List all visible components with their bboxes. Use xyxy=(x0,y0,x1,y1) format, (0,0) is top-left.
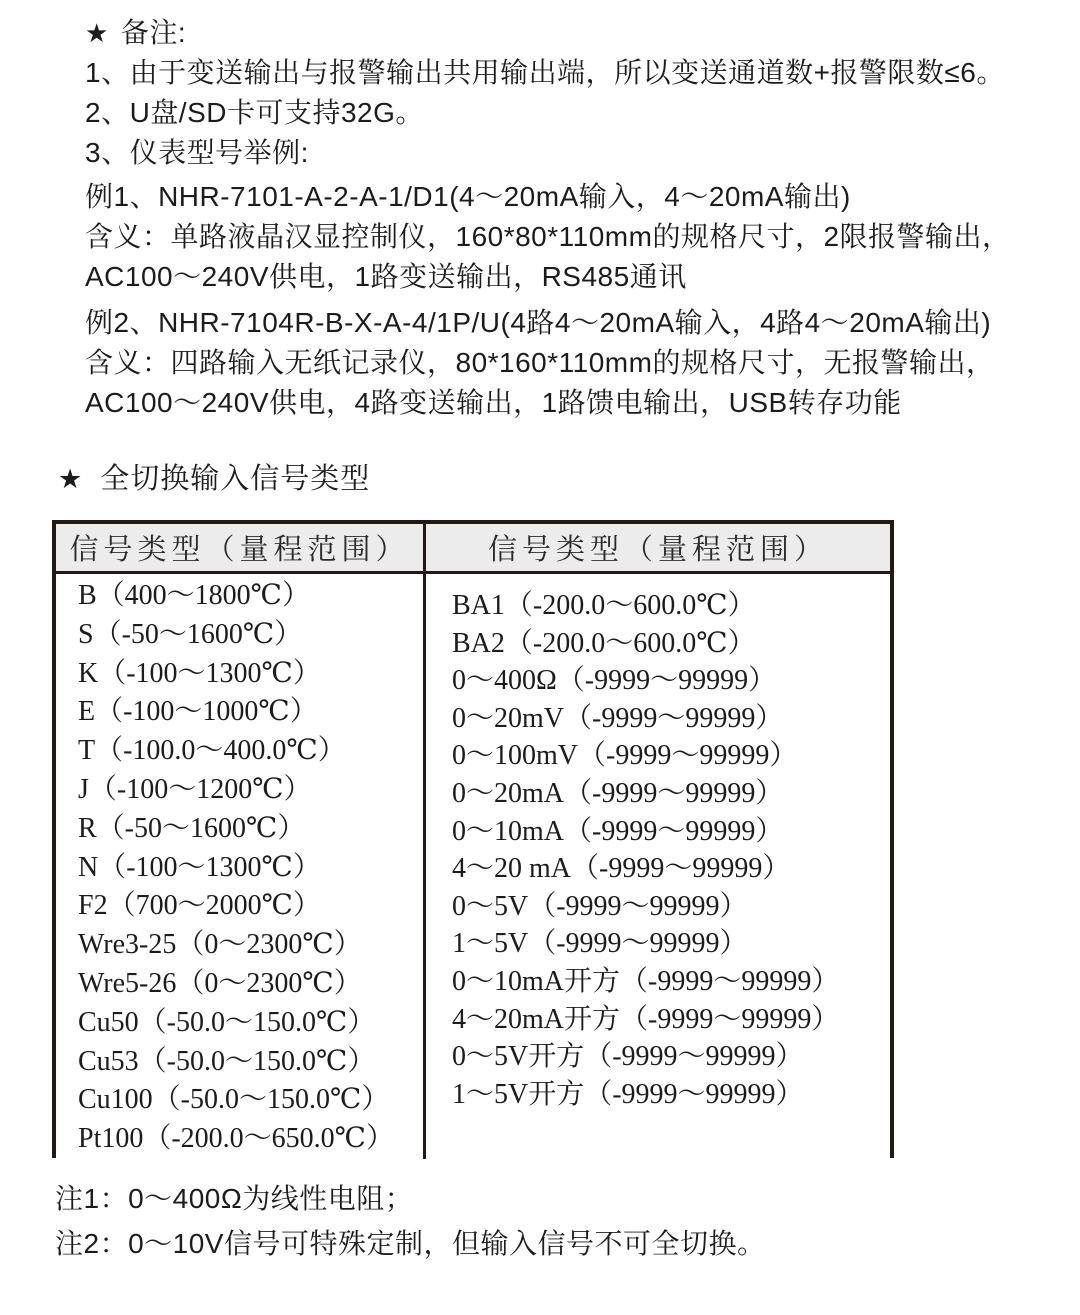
remark-example2-model: 例2、NHR-7104R-B-X-A-4/1P/U(4路4～20mA输入，4路4～20mA输出) xyxy=(85,307,992,338)
signal-entry: S（-50～1600℃） xyxy=(78,618,303,650)
signal-entry: R（-50～1600℃） xyxy=(78,812,306,844)
signal-entry: F2（700～2000℃） xyxy=(78,890,321,922)
signal-entry: Cu53（-50.0～150.0℃） xyxy=(78,1045,376,1077)
table-header-left: 信号类型（量程范围） xyxy=(56,524,426,571)
signal-entry: 0～100mV（-9999～99999） xyxy=(452,740,798,772)
remark-line-2: 2、U盘/SD卡可支持32G。 xyxy=(85,97,424,128)
signal-entry: 0～20mV（-9999～99999） xyxy=(452,702,784,734)
table-body-row xyxy=(56,574,890,1159)
remark-line-3: 3、仪表型号举例: xyxy=(85,137,309,168)
signal-entry: B（400～1800℃） xyxy=(78,580,310,611)
signal-entry: 4～20mA开方（-9999～99999） xyxy=(452,1003,840,1035)
remarks-section xyxy=(85,13,1055,423)
star-icon: ★ xyxy=(58,464,84,494)
remarks-heading xyxy=(85,13,1055,53)
signal-entry: 0～5V（-9999～99999） xyxy=(452,890,748,922)
signal-entry: T（-100.0～400.0℃） xyxy=(78,735,346,767)
signal-type-table xyxy=(52,520,894,1158)
remark-example2-meaning-cont: AC100～240V供电，4路变送输出，1路馈电输出，USB转存功能 xyxy=(85,387,902,418)
signal-entry: Wre5-26（0～2300℃） xyxy=(78,967,362,999)
footnote-2: 注2：0～10V信号可特殊定制，但输入信号不可全切换。 xyxy=(55,1228,766,1259)
signal-entry: 0～20mA（-9999～99999） xyxy=(452,777,784,809)
signal-entry: K（-100～1300℃） xyxy=(78,657,321,689)
star-icon: ★ xyxy=(85,18,109,48)
signal-entry: N（-100～1300℃） xyxy=(78,851,321,883)
signal-entry: 0～10mA开方（-9999～99999） xyxy=(452,965,840,997)
signal-entry: E（-100～1000℃） xyxy=(78,696,318,728)
table-header-row xyxy=(56,524,890,574)
footnote-1: 注1：0～400Ω为线性电阻； xyxy=(55,1183,414,1214)
remarks-title-text: 备注: xyxy=(120,17,187,48)
remark-example1-meaning-cont: AC100～240V供电，1路变送输出，RS485通讯 xyxy=(85,261,687,292)
signal-entry: BA2（-200.0～600.0℃） xyxy=(452,627,756,659)
signal-entry: J（-100～1200℃） xyxy=(78,773,312,805)
remark-example2-meaning: 含义：四路输入无纸记录仪，80*160*110mm的规格尺寸，无报警输出， xyxy=(85,347,995,378)
remark-example1-meaning: 含义：单路液晶汉显控制仪，160*80*110mm的规格尺寸，2限报警输出， xyxy=(85,221,1011,252)
remark-example1-model: 例1、NHR-7101-A-2-A-1/D1(4～20mA输入，4～20mA输出) xyxy=(85,181,851,212)
signal-entry: 1～5V开方（-9999～99999） xyxy=(452,1078,804,1110)
signal-entry: Cu50（-50.0～150.0℃） xyxy=(78,1006,376,1038)
signal-entry: Cu100（-50.0～150.0℃） xyxy=(78,1084,390,1116)
signal-entry: 0～5V开方（-9999～99999） xyxy=(452,1041,804,1073)
table-cell-left xyxy=(56,574,426,1159)
signal-entry: BA1（-200.0～600.0℃） xyxy=(452,590,756,621)
signal-entry: Wre3-25（0～2300℃） xyxy=(78,929,362,961)
signal-section-heading xyxy=(58,462,370,496)
signal-entry: 0～10mA（-9999～99999） xyxy=(452,815,784,847)
footnotes-section xyxy=(55,1176,1045,1266)
signal-entry: 4～20 mA（-9999～99999） xyxy=(452,853,791,885)
remark-line-1: 1、由于变送输出与报警输出共用输出端，所以变送通道数+报警限数≤6。 xyxy=(85,57,1005,88)
signal-entry: Pt100（-200.0～650.0℃） xyxy=(78,1123,394,1155)
table-header-right: 信号类型（量程范围） xyxy=(487,534,828,566)
signal-entry: 0～400Ω（-9999～99999） xyxy=(452,665,777,697)
signal-entry: 1～5V（-9999～99999） xyxy=(452,928,748,960)
signal-section-title-text: 全切换输入信号类型 xyxy=(100,463,371,495)
table-cell-right xyxy=(426,574,890,1159)
